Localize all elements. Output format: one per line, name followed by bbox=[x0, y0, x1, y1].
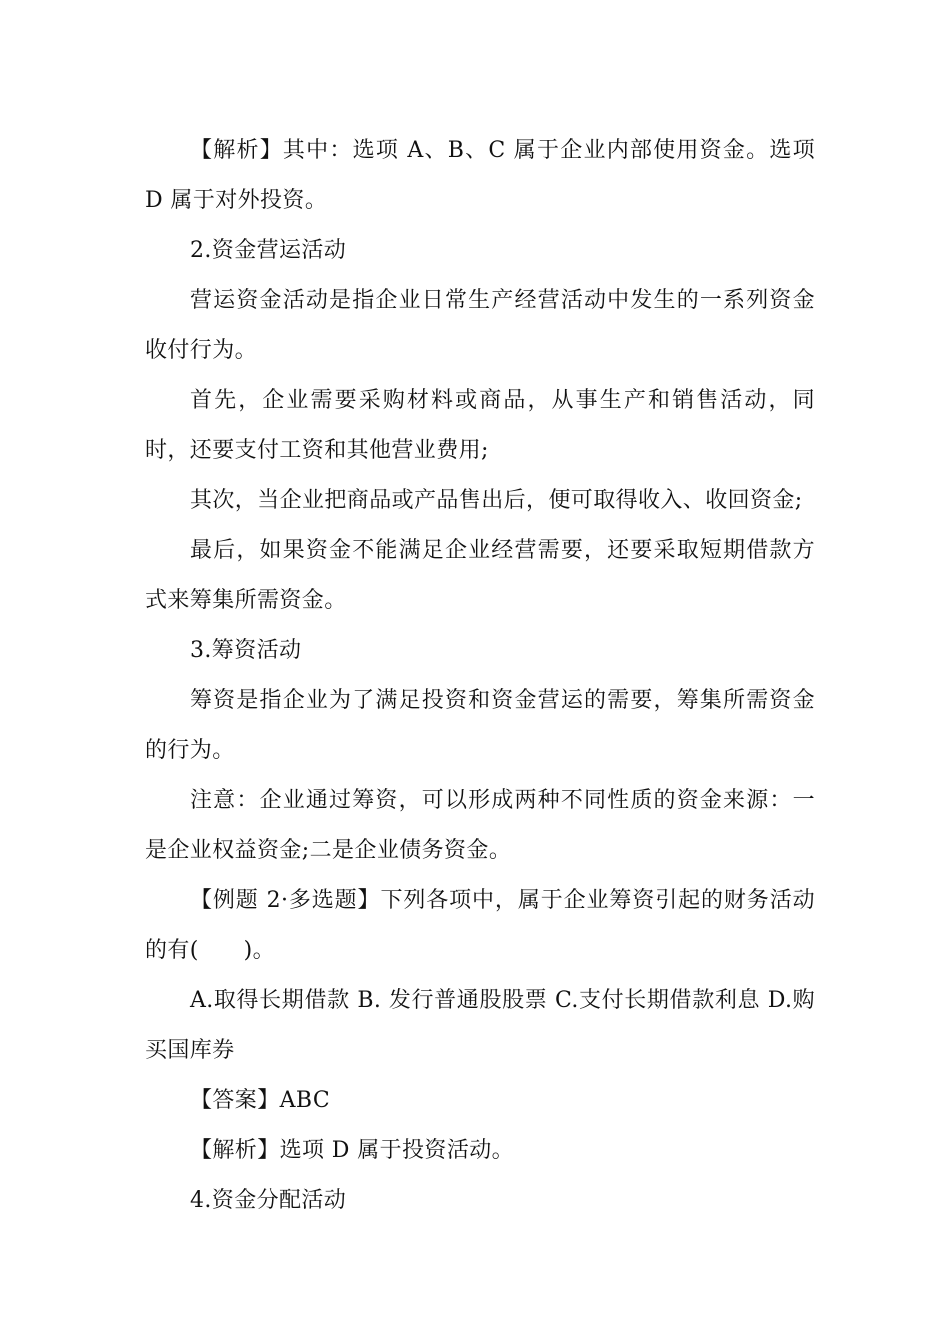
example-analysis: 【解析】选项 D 属于投资活动。 bbox=[190, 1138, 515, 1163]
section-heading-2: 2.资金营运活动 bbox=[190, 238, 347, 263]
operating-funds-definition: 营运资金活动是指企业日常生产经营活动中发生的一系列资金收付行为。 bbox=[145, 288, 815, 363]
operating-second-step: 其次，当企业把商品或产品售出后，便可取得收入、收回资金; bbox=[190, 488, 803, 513]
section-heading-3: 3.筹资活动 bbox=[190, 638, 302, 663]
analysis-paragraph-1: 【解析】其中：选项 A、B、C 属于企业内部使用资金。选项 D 属于对外投资。 bbox=[145, 138, 815, 213]
example-options: A.取得长期借款 B. 发行普通股股票 C.支付长期借款利息 D.购买国库券 bbox=[145, 988, 815, 1063]
operating-first-step: 首先，企业需要采购材料或商品，从事生产和销售活动，同时，还要支付工资和其他营业费用; bbox=[145, 388, 815, 463]
example-answer: 【答案】ABC bbox=[190, 1088, 331, 1113]
operating-last-step: 最后，如果资金不能满足企业经营需要，还要采取短期借款方式来筹集所需资金。 bbox=[145, 538, 815, 613]
example-question: 【例题 2·多选题】下列各项中，属于企业筹资引起的财务活动的有( )。 bbox=[145, 888, 815, 963]
section-heading-4: 4.资金分配活动 bbox=[190, 1188, 347, 1213]
financing-definition: 筹资是指企业为了满足投资和资金营运的需要，筹集所需资金的行为。 bbox=[145, 688, 815, 763]
financing-note: 注意：企业通过筹资，可以形成两种不同性质的资金来源：一是企业权益资金;二是企业债务资金。 bbox=[145, 788, 815, 863]
